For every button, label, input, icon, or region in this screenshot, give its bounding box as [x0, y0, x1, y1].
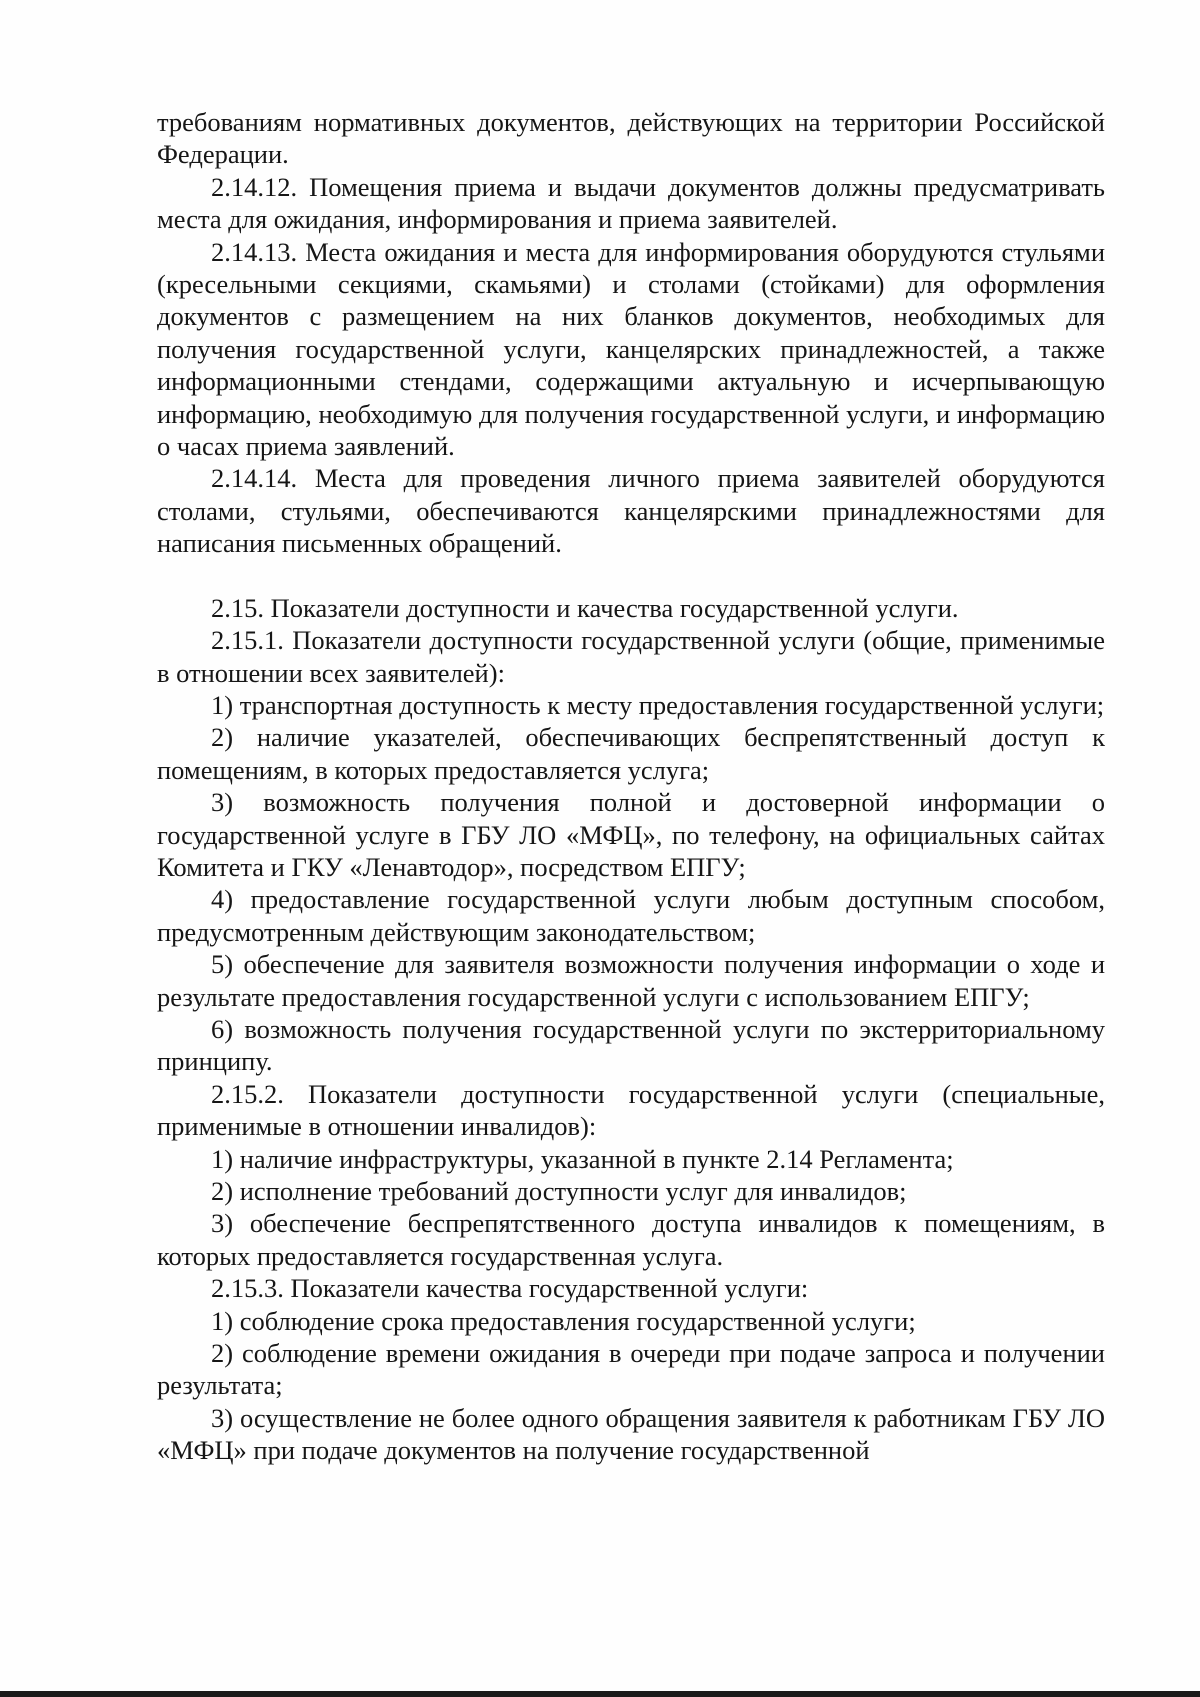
paragraph-2-15-2: 2.15.2. Показатели доступности государственной услуги (специальные, применимые в отношении инвалидов):: [157, 1078, 1105, 1142]
list-item: 2) исполнение требований доступности услуг для инвалидов;: [211, 1176, 907, 1206]
paragraph-2-14-12: 2.14.12. Помещения приема и выдачи документов должны предусматривать места для ожидания, информирования и приема заявителей.: [157, 171, 1105, 235]
list-item: 2) соблюдение времени ожидания в очереди при подаче запроса и получении результата;: [157, 1338, 1105, 1401]
section-heading-2-15: 2.15. Показатели доступности и качества государственной услуги.: [211, 592, 959, 623]
list-item: 4) предоставление государственной услуги любым доступным способом, предусмотренным действующим законодательством;: [157, 884, 1105, 947]
list-item: 3) осуществление не более одного обращения заявителя к работникам ГБУ ЛО «МФЦ» при подаче документов на получение государственной: [157, 1402, 1105, 1466]
list-item: 3) возможность получения полной и достоверной информации о государственной услуге в ГБУ ЛО «МФЦ», по телефону, на официальных сайтах Комитета и ГКУ «Ленавтодор», посредством ЕПГУ;: [157, 787, 1105, 882]
list-item: 5) обеспечение для заявителя возможности получения информации о ходе и результате предоставления государственной услуги с использованием ЕПГУ;: [157, 949, 1105, 1012]
list-item: 6) возможность получения государственной услуги по экстерриториальному принципу.: [157, 1013, 1105, 1077]
document-body: [157, 106, 1105, 1467]
section-spacer: [157, 560, 1105, 592]
list-item: 1) наличие инфраструктуры, указанной в пункте 2.14 Регламента;: [211, 1143, 954, 1174]
paragraph-2-15-3: 2.15.3. Показатели качества государственной услуги:: [211, 1273, 809, 1304]
list-item: 1) транспортная доступность к месту предоставления государственной услуги;: [211, 689, 1105, 720]
paragraph-continuation: требованиям нормативных документов, действующих на территории Российской Федерации.: [157, 107, 1105, 170]
scan-bottom-edge: [0, 1691, 1200, 1697]
paragraph-2-14-14: 2.14.14. Места для проведения личного приема заявителей оборудуются столами, стульями, обеспечиваются канцелярскими принадлежностями для написания письменных обращений.: [157, 463, 1105, 559]
paragraph-2-15-1: 2.15.1. Показатели доступности государственной услуги (общие, применимые в отношении всех заявителей):: [157, 625, 1105, 688]
list-item: 3) обеспечение беспрепятственного доступа инвалидов к помещениям, в которых предоставляется государственная услуга.: [157, 1208, 1105, 1271]
list-item: 1) соблюдение срока предоставления государственной услуги;: [211, 1305, 916, 1336]
paragraph-2-14-13: 2.14.13. Места ожидания и места для информирования оборудуются стульями (кресельными секциями, скамьями) и столами (стойками) для оформления документов с размещением на них бланков документов, необходимых для получения государственной услуги, канцелярских принадлежностей, а также информационными стендами, содержащими актуальную и исчерпывающую информацию, необходимую для получения государственной услуги, и информацию о часах приема заявлений.: [157, 236, 1105, 462]
list-item: 2) наличие указателей, обеспечивающих беспрепятственный доступ к помещениям, в которых предоставляется услуга;: [157, 722, 1105, 785]
